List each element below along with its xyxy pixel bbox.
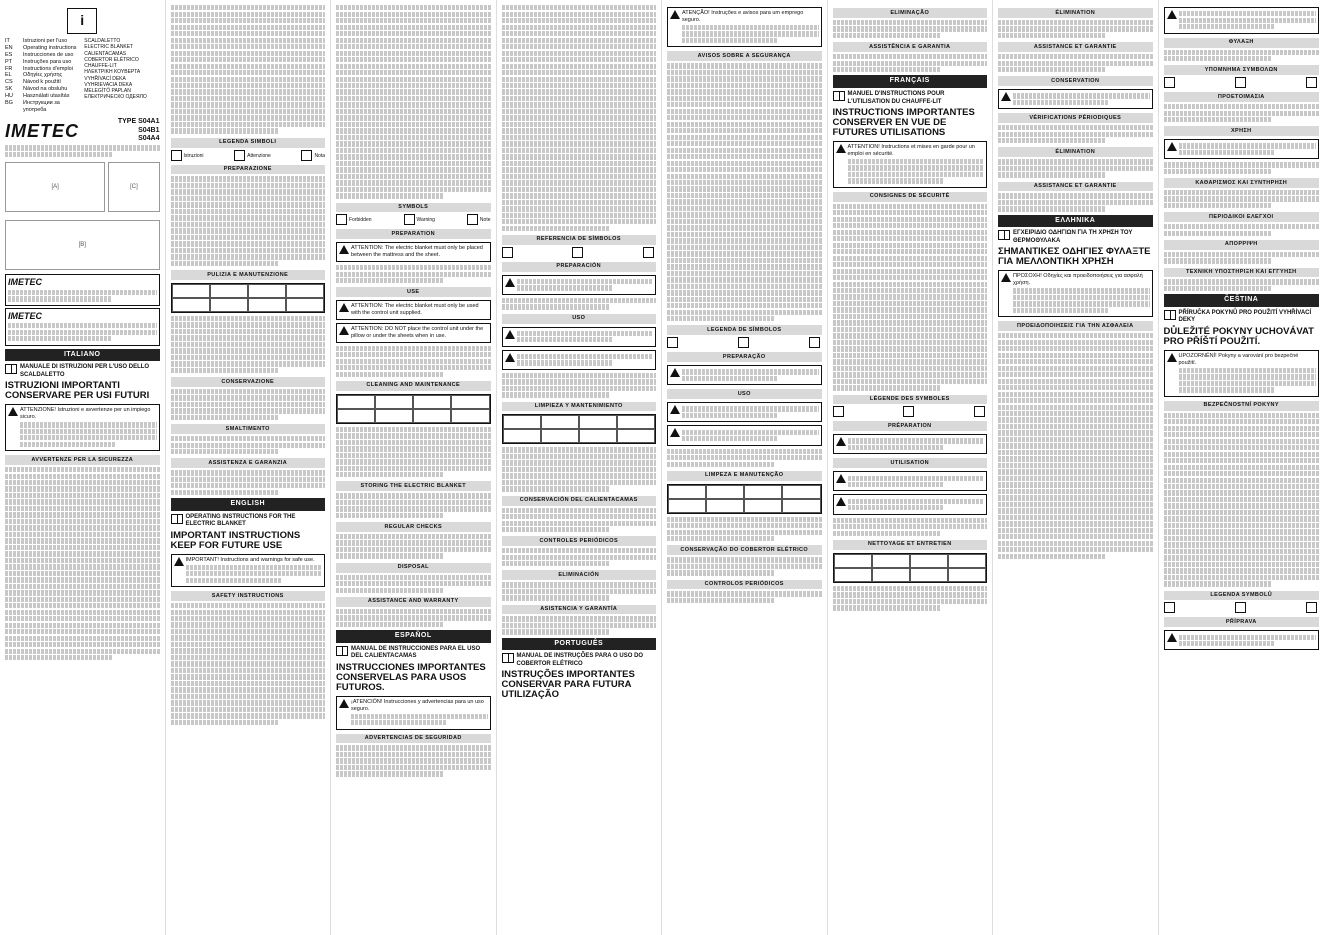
es-safety-header: ADVERTENCIAS DE SEGURIDAD: [336, 734, 491, 744]
fr-storage-header: CONSERVATION: [998, 76, 1153, 86]
fr-use-warning-2: [833, 494, 988, 514]
lang-label: Οδηγίες χρήσης: [23, 72, 63, 79]
lang-code: SK: [5, 86, 13, 93]
warning-icon: [505, 353, 515, 362]
column-spanish: [497, 0, 663, 935]
pt-warning-box: [667, 7, 822, 47]
en-symbols-row: [336, 214, 491, 225]
warning-icon: [1001, 273, 1011, 282]
warning-icon: [670, 368, 680, 377]
figure-b: [5, 220, 160, 270]
lang-code: IT: [5, 38, 10, 44]
brand-logo-small: IMETEC: [8, 310, 43, 321]
el-storage-header: ΦΥΛΑΞΗ: [1164, 38, 1320, 48]
rating-label-2: [5, 308, 160, 346]
it-symbols-row: [171, 150, 326, 161]
washing-table: [171, 283, 326, 313]
es-prep-warning: [502, 275, 657, 295]
pt-use-header: USO: [667, 389, 822, 399]
manual-subtitle: OPERATING INSTRUCTIONS FOR THE ELECTRIC BLANKET: [185, 513, 296, 528]
lang-code: HU: [5, 93, 13, 99]
el-manual-title: [998, 230, 1153, 245]
pt-cleaning-header: LIMPEZA E MANUTENÇÃO: [667, 471, 822, 481]
product-name: CALIENTACAMAS: [84, 50, 127, 57]
lang-label: Návod k použití: [23, 79, 61, 86]
warning-text: ATTENTION: The electric blanket must only be used with the control unit supplied.: [351, 303, 479, 317]
es-checks-header: CONTROLES PERIÓDICOS: [502, 536, 657, 546]
warning-icon: [1001, 92, 1011, 101]
warning-text: ATENÇÃO! Instruções e avisos para um emprego seguro.: [682, 10, 804, 23]
pt-prep-header: PREPARAÇÃO: [667, 352, 822, 362]
fr-assist-header: ASSISTANCE ET GARANTIE: [998, 182, 1153, 192]
warning-icon: [339, 245, 349, 254]
product-name: VYHRIEVACIA DEKA: [84, 81, 133, 88]
en-assist-header: ASSISTANCE AND WARRANTY: [336, 597, 491, 607]
it-disposal-header: SMALTIMENTO: [171, 424, 326, 434]
el-disposal-header: ΑΠΟΡΡΙΨΗ: [1164, 240, 1320, 250]
lang-code: ES: [5, 51, 13, 58]
pt-use-warning: [667, 402, 822, 422]
fr-checks-header: VÉRIFICATIONS PÉRIODIQUES: [998, 113, 1153, 123]
el-assist-header: ΤΕΧΝΙΚΗ ΥΠΟΣΤΗΡΙΞΗ ΚΑΙ ΕΓΓΥΗΣΗ: [1164, 268, 1320, 278]
pt-safety-header: AVISOS SOBRE A SEGURANÇA: [667, 51, 822, 61]
brand-logo-small: IMETEC: [8, 277, 43, 288]
warning-icon: [1167, 10, 1177, 19]
warning-icon: [404, 214, 415, 225]
book-icon: [998, 230, 1010, 240]
fr-legend-header: LÉGENDE DES SYMBOLES: [833, 395, 988, 405]
es-symbols-row: [502, 247, 657, 258]
es-manual-title: [336, 646, 491, 661]
warning-icon: [1235, 77, 1246, 88]
warning-icon: [1167, 353, 1177, 362]
en-use-warning: [336, 300, 491, 320]
symbol-label: Note: [479, 217, 491, 224]
el-warning-box: [998, 270, 1153, 317]
warning-icon: [339, 303, 349, 312]
note-icon: [467, 214, 478, 225]
lang-code: BG: [5, 99, 13, 106]
en-manual-title: [171, 514, 326, 529]
info-manual-icon: i: [67, 8, 97, 34]
pt-prep-warning: [667, 365, 822, 385]
en-prep-warning: [336, 242, 491, 262]
product-name: COBERTOR ELÉTRICO: [84, 56, 139, 63]
product-name: CHAUFFE-LIT: [84, 63, 117, 69]
es-main-title: INSTRUCCIONES IMPORTANTES CONSERVELAS PARA USOS FUTUROS.: [336, 661, 486, 693]
es-assist-header: ASISTENCIA Y GARANTÍA: [502, 605, 657, 615]
cs-warning-box: [1164, 350, 1320, 397]
lang-label: Instructions d'emploi: [23, 65, 73, 72]
fr-prep-header: PRÉPARATION: [833, 421, 988, 431]
washing-table: [502, 414, 657, 444]
fr-prep-warning: [833, 434, 988, 454]
warning-icon: [836, 437, 846, 446]
el-legend-header: ΥΠΟΜΝΗΜΑ ΣΥΜΒΟΛΩΝ: [1164, 65, 1320, 75]
warning-text: ATTENTION: DO NOT place the control unit under the pillow or under the sheets when in use.: [351, 325, 484, 339]
lang-label: Operating instructions: [23, 44, 77, 51]
book-icon: [336, 646, 348, 656]
pt-disposal-header: ELIMINAÇÃO: [833, 8, 988, 18]
section-header-english: ENGLISH: [171, 498, 326, 511]
warning-text: UPOZORNĚNÍ! Pokyny a varování pro bezpečné použití.: [1178, 352, 1299, 366]
warning-icon: [670, 10, 680, 19]
lang-code: CS: [5, 79, 13, 86]
section-header-portugues: PORTUGUÊS: [502, 638, 657, 651]
figure-label: [B]: [78, 241, 86, 248]
warning-text: IMPORTANT! Instructions and warnings for safe use.: [185, 556, 315, 563]
warning-icon: [8, 407, 18, 416]
es-legend-header: REFERENCIA DE SÍMBOLOS: [502, 235, 657, 245]
es-warning-box: [336, 696, 491, 730]
symbol-label: Attenzione: [247, 152, 271, 159]
book-icon: [1164, 310, 1176, 320]
book-icon: [502, 247, 513, 258]
warning-icon: [234, 150, 245, 161]
fr-assist-top-header: ASSISTANCE ET GARANTIE: [998, 42, 1153, 52]
brand-logo: IMETEC: [5, 120, 80, 141]
warning-text: ATTENTION: The electric blanket must only be placed between the mattress and the sheet.: [351, 245, 483, 259]
lang-label: Návod na obsluhu: [23, 86, 68, 93]
pt-use-warning-2: [667, 425, 822, 445]
column-english: [331, 0, 497, 935]
it-assist-header: ASSISTENZA E GARANZIA: [171, 458, 326, 468]
it-main-title: ISTRUZIONI IMPORTANTI CONSERVARE PER USI FUTURI: [5, 380, 150, 402]
washing-table: [336, 394, 491, 424]
en-warning-box: [171, 554, 326, 588]
column-italian: [166, 0, 332, 935]
cs-prep-header: PŘÍPRAVA: [1164, 617, 1320, 627]
washing-table: [667, 484, 822, 514]
manual-subtitle: MANUEL D'INSTRUCTIONS POUR L'UTILISATION DU CHAUFFE-LIT: [847, 91, 945, 105]
manual-subtitle: MANUAL DE INSTRUÇÕES PARA O USO DO COBERTOR ELÉTRICO: [516, 653, 644, 667]
column-czech: [1159, 0, 1324, 935]
warning-icon: [1167, 633, 1177, 642]
lang-label: Használati utasítás: [23, 93, 70, 99]
en-use-warning-2: [336, 323, 491, 343]
product-name: ЕЛЕКТРИЧЕСКО ОДЕЯЛО: [84, 94, 147, 101]
it-manual-title: [5, 364, 160, 379]
cs-manual-title: [1164, 310, 1320, 325]
product-name-list: [84, 38, 159, 114]
cs-symbols-row: [1164, 602, 1320, 613]
it-legend-header: LEGENDA SIMBOLI: [171, 138, 326, 148]
product-name: SCALDALETTO: [84, 38, 121, 44]
book-icon: [833, 406, 844, 417]
warning-icon: [505, 278, 515, 287]
pt-manual-title: [502, 653, 657, 668]
book-icon: [502, 653, 514, 663]
es-disposal-header: ELIMINACIÓN: [502, 570, 657, 580]
it-safety-header: AVVERTENZE PER LA SICUREZZA: [5, 455, 160, 465]
lang-label: Инструкции за употреба: [23, 99, 60, 113]
forbidden-icon: [974, 406, 985, 417]
warning-icon: [738, 337, 749, 348]
figure-c: [108, 162, 159, 212]
product-name: ΗΛΕΚΤΡΙΚΗ ΚΟΥΒΕΡΤΑ: [84, 69, 141, 76]
pt-legend-header: LEGENDA DE SÍMBOLOS: [667, 325, 822, 335]
forbidden-icon: [1306, 77, 1317, 88]
fr-safety-header: CONSIGNES DE SÉCURITÉ: [833, 192, 988, 202]
column-portuguese: [662, 0, 828, 935]
lang-code: PT: [5, 58, 13, 65]
el-note-box: [1164, 7, 1320, 34]
forbidden-icon: [643, 247, 654, 258]
es-use-warning-2: [502, 350, 657, 370]
en-symbols-header: SYMBOLS: [336, 203, 491, 213]
column-greek: [993, 0, 1159, 935]
lang-label: Istruzioni per l'uso: [23, 38, 68, 44]
symbol-label: Nota: [314, 152, 325, 159]
en-use-header: USE: [336, 287, 491, 297]
symbol-label: Forbidden: [349, 217, 372, 224]
en-storing-header: STORING THE ELECTRIC BLANKET: [336, 481, 491, 491]
fr-disposal-header: ÉLIMINATION: [998, 147, 1153, 157]
warning-icon: [836, 474, 846, 483]
manual-subtitle: MANUALE DI ISTRUZIONI PER L'USO DELLO SCALDALETTO: [20, 364, 150, 378]
section-header-cestina: ČEŠTINA: [1164, 294, 1320, 307]
en-main-title: IMPORTANT INSTRUCTIONS KEEP FOR FUTURE USE: [170, 529, 301, 551]
es-use-header: USO: [502, 314, 657, 324]
es-use-warning: [502, 327, 657, 347]
warning-icon: [572, 247, 583, 258]
lang-code: FR: [5, 65, 13, 72]
warning-icon: [670, 428, 680, 437]
product-name: MELEGÍTŐ PAPLAN: [84, 88, 131, 94]
lang-label: Instruções para uso: [23, 58, 72, 65]
warning-text: ΠΡΟΣΟΧΗ! Οδηγίες και προειδοποιήσεις για ασφαλή χρήση.: [1013, 273, 1143, 287]
rating-label: [5, 274, 160, 305]
en-prep-header: PREPARATION: [336, 229, 491, 239]
warning-icon: [836, 144, 846, 153]
cs-main-title: DŮLEŽITÉ POKYNY UCHOVÁVAT PRO PŘÍŠTÍ POUŽITÍ.: [1163, 325, 1314, 347]
language-list: [5, 38, 80, 114]
warning-icon: [339, 326, 349, 335]
fr-use-warning: [833, 471, 988, 491]
cs-safety-header: BEZPEČNOSTNÍ POKYNY: [1164, 401, 1320, 411]
section-header-ellinika: ΕΛΛΗΝΙΚΑ: [998, 215, 1153, 228]
type-code: S04A1: [138, 117, 160, 125]
symbol-label: Istruzioni: [183, 152, 204, 159]
figure-a: [5, 162, 105, 212]
el-cleaning-header: ΚΑΘΑΡΙΣΜΟΣ ΚΑΙ ΣΥΝΤΗΡΗΣΗ: [1164, 178, 1320, 188]
en-safety-header: SAFETY INSTRUCTIONS: [171, 591, 326, 601]
washing-table: [833, 553, 988, 583]
warning-icon: [174, 557, 184, 566]
el-symbols-row: [1164, 77, 1320, 88]
cs-legend-header: LEGENDA SYMBOLŮ: [1164, 591, 1320, 601]
el-main-title: ΣΗΜΑΝΤΙΚΕΣ ΟΔΗΓΙΕΣ ΦΥΛΑΞΤΕ ΓΙΑ ΜΕΛΛΟΝΤΙΚΗ ΧΡΗΣΗ: [998, 246, 1151, 268]
warning-text: ¡ATENCIÓN! Instrucciones y advertencias para un uso seguro.: [351, 698, 484, 712]
en-checks-header: REGULAR CHECKS: [336, 522, 491, 532]
figure-label: [C]: [130, 183, 138, 190]
it-warning-box: [5, 404, 160, 451]
el-safety-header: ΠΡΟΕΙΔΟΠΟΙΗΣΕΙΣ ΓΙΑ ΤΗΝ ΑΣΦΑΛΕΙΑ: [998, 321, 1153, 331]
pt-assist-header: ASSISTÊNCIA E GARANTIA: [833, 42, 988, 52]
es-prep-header: PREPARACIÓN: [502, 262, 657, 272]
warning-icon: [836, 497, 846, 506]
el-checks-header: ΠΕΡΙΟΔΙΚΟΙ ΕΛΕΓΧΟΙ: [1164, 212, 1320, 222]
warning-icon: [505, 330, 515, 339]
book-icon: [1164, 602, 1175, 613]
product-name: ELECTRIC BLANKET: [84, 44, 134, 51]
section-header-italiano: ITALIANO: [5, 349, 160, 362]
warning-icon: [670, 405, 680, 414]
pt-checks-header: CONTROLOS PERIÓDICOS: [667, 580, 822, 590]
fr-warning-box: [833, 141, 988, 188]
it-storage-header: CONSERVAZIONE: [171, 377, 326, 387]
book-icon: [171, 150, 182, 161]
book-icon: [667, 337, 678, 348]
el-use-warning: [1164, 139, 1320, 159]
book-icon: [171, 514, 183, 524]
cs-prep-warning: [1164, 630, 1320, 650]
note-icon: [301, 150, 312, 161]
fr-use-header: UTILISATION: [833, 458, 988, 468]
pt-symbols-row: [667, 337, 822, 348]
warning-icon: [1167, 142, 1177, 151]
fr-manual-title: [833, 91, 988, 106]
warning-icon: [903, 406, 914, 417]
el-use-header: ΧΡΗΣΗ: [1164, 126, 1320, 136]
forbidden-icon: [336, 214, 347, 225]
book-icon: [5, 364, 17, 374]
fr-cleaning-header: NETTOYAGE ET ENTRETIEN: [833, 540, 988, 550]
it-prep-header: PREPARAZIONE: [171, 165, 326, 175]
it-cleaning-header: PULIZIA E MANUTENZIONE: [171, 270, 326, 280]
fr-storage-warning: [998, 89, 1153, 109]
column-cover: [0, 0, 166, 935]
forbidden-icon: [1306, 602, 1317, 613]
book-icon: [1164, 77, 1175, 88]
section-header-francais: FRANÇAIS: [833, 75, 988, 88]
type-code: S04B1: [138, 126, 160, 134]
forbidden-icon: [809, 337, 820, 348]
manual-subtitle: MANUAL DE INSTRUCCIONES PARA EL USO DEL CALIENTACAMAS: [351, 645, 481, 660]
fr-disposal-top-header: ÉLIMINATION: [998, 8, 1153, 18]
manual-subtitle: ΕΓΧΕΙΡΙΔΙΟ ΟΔΗΓΙΩΝ ΓΙΑ ΤΗ ΧΡΗΣΗ ΤΟΥ ΘΕΡΜΟΘΥΛΑΚΑ: [1013, 230, 1133, 244]
warning-text: ATTENZIONE! Istruzioni e avvertenze per un impiego sicuro.: [20, 407, 151, 421]
en-cleaning-header: CLEANING AND MAINTENANCE: [336, 381, 491, 391]
book-icon: [833, 91, 845, 101]
warning-text: ATTENTION! Instructions et mises en garde pour un emploi en sécurité.: [847, 143, 975, 157]
product-name: VYHŘÍVACÍ DEKA: [84, 75, 126, 82]
es-storage-header: CONSERVACIÓN DEL CALIENTACAMAS: [502, 496, 657, 506]
type-code: S04A4: [138, 135, 160, 143]
section-header-espanol: ESPAÑOL: [336, 630, 491, 643]
es-cleaning-header: LIMPIEZA Y MANTENIMIENTO: [502, 402, 657, 412]
pt-storage-header: CONSERVAÇÃO DO COBERTOR ELÉTRICO: [667, 545, 822, 555]
pt-main-title: INSTRUÇÕES IMPORTANTES CONSERVAR PARA FUTURA UTILIZAÇÃO: [501, 669, 635, 701]
column-french: [828, 0, 994, 935]
fr-symbols-row: [833, 406, 988, 417]
en-disposal-header: DISPOSAL: [336, 563, 491, 573]
symbol-label: Warning: [416, 217, 435, 224]
figure-label: [A]: [51, 183, 59, 190]
warning-icon: [339, 699, 349, 708]
lang-code: EN: [5, 44, 13, 51]
type-label: TYPE: [117, 117, 137, 125]
manual-subtitle: PŘÍRUČKA POKYNŮ PRO POUŽITÍ VYHŘÍVACÍ DEKY: [1178, 309, 1312, 324]
el-prep-header: ΠΡΟΕΤΟΙΜΑΣΙΑ: [1164, 92, 1320, 102]
fr-main-title: INSTRUCTIONS IMPORTANTES CONSERVER EN VUE DE FUTURES UTILISATIONS: [832, 107, 975, 138]
lang-label: Instrucciones de uso: [23, 51, 74, 58]
type-block: [118, 118, 160, 144]
lang-code: EL: [5, 72, 12, 79]
warning-icon: [1235, 602, 1246, 613]
